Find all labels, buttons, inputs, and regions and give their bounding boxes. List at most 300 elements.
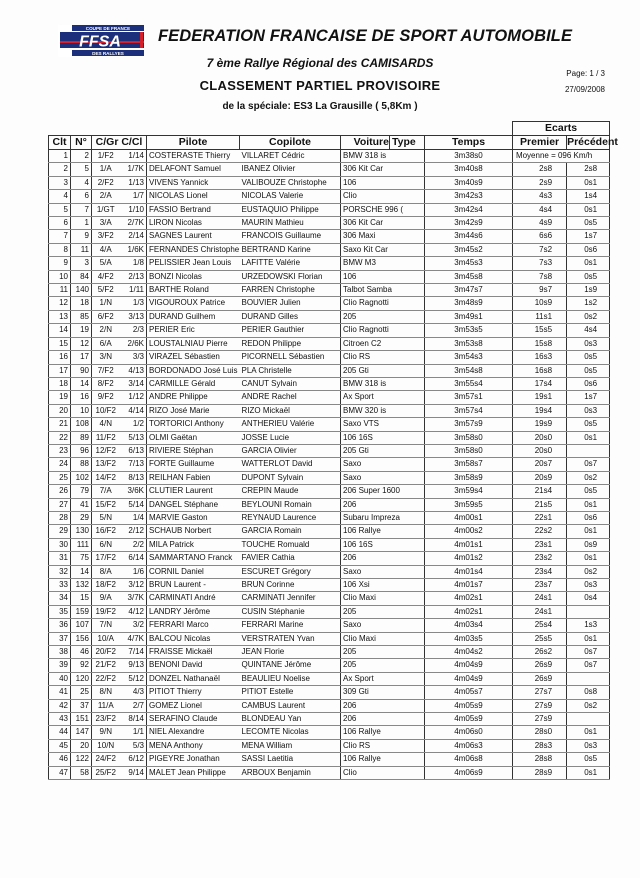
cell-temps: 4m05s9 — [425, 699, 513, 712]
cell-copilote: BOUVIER Julien — [240, 297, 341, 310]
cell-precedent: 0s2 — [567, 699, 610, 712]
cell-temps: 3m47s7 — [425, 284, 513, 297]
cell-copilote: ARBOUX Benjamin — [240, 766, 341, 779]
cell-group: 6/N — [92, 538, 120, 551]
cell-class: 7/13 — [120, 458, 147, 471]
cell-num: 90 — [71, 364, 92, 377]
cell-class: 5/14 — [120, 498, 147, 511]
cell-pilote: BORDONADO José Luis — [147, 364, 240, 377]
cell-type — [390, 739, 425, 752]
cell-group: 14/F2 — [92, 471, 120, 484]
cell-clt: 38 — [49, 646, 71, 659]
cell-class: 1/4 — [120, 511, 147, 524]
cell-temps: 4m06s3 — [425, 739, 513, 752]
cell-premier: 15s8 — [513, 337, 567, 350]
cell-temps: 3m57s1 — [425, 391, 513, 404]
cell-premier: 16s3 — [513, 351, 567, 364]
cell-temps: 4m01s7 — [425, 579, 513, 592]
cell-precedent: 0s8 — [567, 686, 610, 699]
cell-type — [390, 230, 425, 243]
table-row — [49, 726, 610, 739]
table-row — [49, 270, 610, 283]
cell-voiture: 206 — [341, 498, 390, 511]
cell-premier: 21s4 — [513, 485, 567, 498]
cell-class: 1/2 — [120, 418, 147, 431]
cell-precedent: 0s5 — [567, 418, 610, 431]
cell-temps: 4m06s0 — [425, 726, 513, 739]
cell-copilote: FRANCOIS Guillaume — [240, 230, 341, 243]
cell-precedent: 0s6 — [567, 243, 610, 256]
table-row — [49, 284, 610, 297]
cell-class: 2/6K — [120, 337, 147, 350]
cell-voiture: Clio Ragnotti — [341, 297, 390, 310]
cell-type — [390, 605, 425, 618]
cell-class: 6/14 — [120, 552, 147, 565]
cell-group: 10/F2 — [92, 404, 120, 417]
cell-temps: 3m42s4 — [425, 203, 513, 216]
cell-precedent: 0s5 — [567, 485, 610, 498]
cell-premier: 4s4 — [513, 203, 567, 216]
cell-class: 5/12 — [120, 672, 147, 685]
cell-copilote: PERIER Gauthier — [240, 324, 341, 337]
table-row — [49, 713, 610, 726]
cell-group: 2/N — [92, 324, 120, 337]
table-row — [49, 337, 610, 350]
cell-clt: 5 — [49, 203, 71, 216]
cell-pilote: OLMI Gaëtan — [147, 431, 240, 444]
cell-premier: 20s0 — [513, 444, 567, 457]
cell-group: 23/F2 — [92, 713, 120, 726]
cell-premier: 26s2 — [513, 646, 567, 659]
cell-group: 25/F2 — [92, 766, 120, 779]
cell-pilote: CORNIL Daniel — [147, 565, 240, 578]
cell-class: 1/6 — [120, 565, 147, 578]
cell-pilote: FORTE Guillaume — [147, 458, 240, 471]
cell-clt: 9 — [49, 257, 71, 270]
cell-num: 19 — [71, 324, 92, 337]
cell-temps: 3m42s3 — [425, 190, 513, 203]
cell-group: 12/F2 — [92, 444, 120, 457]
cell-pilote: BALCOU Nicolas — [147, 632, 240, 645]
cell-precedent: 0s3 — [567, 404, 610, 417]
cell-temps: 3m57s4 — [425, 404, 513, 417]
cell-class: 9/13 — [120, 659, 147, 672]
cell-precedent: 0s1 — [567, 498, 610, 511]
cell-group: 1/F2 — [92, 150, 120, 163]
cell-class: 2/7K — [120, 217, 147, 230]
cell-class: 8/13 — [120, 471, 147, 484]
cell-group: 3/F2 — [92, 230, 120, 243]
cell-copilote: IBANEZ Olivier — [240, 163, 341, 176]
cell-clt: 1 — [49, 150, 71, 163]
cell-voiture: Clio Maxi — [341, 592, 390, 605]
cell-class: 5/3 — [120, 739, 147, 752]
cell-copilote: CUSIN Stéphanie — [240, 605, 341, 618]
cell-num: 11 — [71, 243, 92, 256]
cell-pilote: NICOLAS Lionel — [147, 190, 240, 203]
cell-premier: 4s9 — [513, 217, 567, 230]
cell-num: 17 — [71, 351, 92, 364]
cell-copilote: URZEDOWSKI Florian — [240, 270, 341, 283]
cell-pilote: FRAISSE Mickaël — [147, 646, 240, 659]
col-gr-cl: C/Gr C/Cl — [92, 136, 147, 150]
cell-clt: 17 — [49, 364, 71, 377]
cell-copilote: LAFITTE Valérie — [240, 257, 341, 270]
page-number: Page: 1 / 3 — [566, 69, 605, 78]
cell-type — [390, 498, 425, 511]
cell-num: 108 — [71, 418, 92, 431]
cell-clt: 26 — [49, 485, 71, 498]
cell-group: 9/F2 — [92, 391, 120, 404]
cell-temps: 3m54s3 — [425, 351, 513, 364]
cell-class: 3/12 — [120, 579, 147, 592]
cell-voiture: 309 Gti — [341, 686, 390, 699]
cell-temps: 3m53s5 — [425, 324, 513, 337]
cell-copilote: FAVIER Cathia — [240, 552, 341, 565]
cell-voiture: BMW 318 is — [341, 150, 390, 163]
cell-pilote: SAGNES Laurent — [147, 230, 240, 243]
cell-class: 1/6K — [120, 243, 147, 256]
cell-temps: 4m03s4 — [425, 619, 513, 632]
cell-type — [390, 377, 425, 390]
cell-copilote: BLONDEAU Yan — [240, 713, 341, 726]
cell-pilote: FERNANDES Christophe — [147, 243, 240, 256]
cell-copilote: TOUCHE Romuald — [240, 538, 341, 551]
table-row — [49, 552, 610, 565]
cell-copilote: SASSI Laetitia — [240, 753, 341, 766]
cell-premier: 23s7 — [513, 579, 567, 592]
cell-group: 9/N — [92, 726, 120, 739]
cell-temps: 3m57s9 — [425, 418, 513, 431]
cell-copilote: MENA William — [240, 739, 341, 752]
ffsa-logo — [58, 25, 144, 57]
cell-voiture: 106 Rallye — [341, 753, 390, 766]
cell-clt: 16 — [49, 351, 71, 364]
cell-copilote: ANDRE Rachel — [240, 391, 341, 404]
cell-group: 1/A — [92, 163, 120, 176]
cell-type — [390, 552, 425, 565]
cell-group: 4/F2 — [92, 270, 120, 283]
table-row — [49, 605, 610, 618]
cell-precedent: 0s1 — [567, 176, 610, 189]
cell-group: 4/N — [92, 418, 120, 431]
cell-class: 4/3 — [120, 686, 147, 699]
cell-type — [390, 284, 425, 297]
cell-copilote: EUSTAQUIO Philippe — [240, 203, 341, 216]
cell-type — [390, 270, 425, 283]
cell-voiture: 205 — [341, 646, 390, 659]
cell-group: 9/A — [92, 592, 120, 605]
table-row — [49, 766, 610, 779]
table-row — [49, 243, 610, 256]
cell-pilote: RIVIERE Stéphan — [147, 444, 240, 457]
cell-clt: 11 — [49, 284, 71, 297]
table-row — [49, 217, 610, 230]
cell-precedent: 0s1 — [567, 766, 610, 779]
cell-voiture: 205 Gti — [341, 444, 390, 457]
cell-temps: 4m04s2 — [425, 646, 513, 659]
cell-pilote: GOMEZ Lionel — [147, 699, 240, 712]
cell-copilote: JOSSE Lucie — [240, 431, 341, 444]
cell-premier: 22s1 — [513, 511, 567, 524]
cell-type — [390, 646, 425, 659]
cell-premier: 23s2 — [513, 552, 567, 565]
table-row — [49, 739, 610, 752]
table-row — [49, 471, 610, 484]
cell-temps: 3m45s8 — [425, 270, 513, 283]
cell-class: 4/12 — [120, 605, 147, 618]
cell-group: 18/F2 — [92, 579, 120, 592]
cell-premier: 20s9 — [513, 471, 567, 484]
cell-clt: 40 — [49, 672, 71, 685]
cell-num: 41 — [71, 498, 92, 511]
cell-group: 5/A — [92, 257, 120, 270]
table-row — [49, 404, 610, 417]
cell-class: 5/13 — [120, 431, 147, 444]
cell-precedent: 0s4 — [567, 592, 610, 605]
cell-group: 16/F2 — [92, 525, 120, 538]
cell-precedent: 0s9 — [567, 538, 610, 551]
cell-precedent — [567, 605, 610, 618]
cell-clt: 43 — [49, 713, 71, 726]
table-row — [49, 565, 610, 578]
cell-group: 8/A — [92, 565, 120, 578]
cell-clt: 46 — [49, 753, 71, 766]
cell-class: 9/14 — [120, 766, 147, 779]
table-row — [49, 659, 610, 672]
cell-copilote: PITIOT Estelle — [240, 686, 341, 699]
cell-copilote: BEYLOUNI Romain — [240, 498, 341, 511]
cell-temps: 4m02s1 — [425, 592, 513, 605]
cell-precedent: 0s1 — [567, 203, 610, 216]
cell-voiture: Talbot Samba — [341, 284, 390, 297]
cell-precedent — [567, 444, 610, 457]
cell-pilote: CLUTIER Laurent — [147, 485, 240, 498]
cell-group: 5/N — [92, 511, 120, 524]
col-num: N° — [71, 136, 92, 150]
cell-clt: 20 — [49, 404, 71, 417]
cell-copilote: BRUN Corinne — [240, 579, 341, 592]
cell-temps: 4m01s4 — [425, 565, 513, 578]
cell-class: 1/11 — [120, 284, 147, 297]
cell-class: 2/3 — [120, 324, 147, 337]
cell-num: 122 — [71, 753, 92, 766]
cell-copilote: GARCIA Romain — [240, 525, 341, 538]
cell-premier: 10s9 — [513, 297, 567, 310]
cell-pilote: TORTORICI Anthony — [147, 418, 240, 431]
cell-temps: 3m40s9 — [425, 176, 513, 189]
table-row — [49, 525, 610, 538]
cell-pilote: DANGEL Stéphane — [147, 498, 240, 511]
table-row — [49, 351, 610, 364]
cell-type — [390, 726, 425, 739]
cell-premier: 23s1 — [513, 538, 567, 551]
cell-clt: 4 — [49, 190, 71, 203]
cell-precedent: 4s4 — [567, 324, 610, 337]
cell-pilote: SERAFINO Claude — [147, 713, 240, 726]
cell-voiture: Ax Sport — [341, 391, 390, 404]
cell-pilote: VIGOUROUX Patrice — [147, 297, 240, 310]
cell-pilote: NIEL Alexandre — [147, 726, 240, 739]
cell-voiture: 106 16S — [341, 431, 390, 444]
table-row — [49, 672, 610, 685]
table-row — [49, 418, 610, 431]
cell-num: 16 — [71, 391, 92, 404]
cell-temps: 4m01s2 — [425, 552, 513, 565]
cell-clt: 45 — [49, 739, 71, 752]
cell-type — [390, 525, 425, 538]
col-type: Type — [390, 136, 425, 150]
cell-temps: 4m04s9 — [425, 659, 513, 672]
cell-group: 8/N — [92, 686, 120, 699]
event-title: 7 ème Rallye Régional des CAMISARDS — [206, 56, 434, 70]
cell-clt: 22 — [49, 431, 71, 444]
cell-num: 1 — [71, 217, 92, 230]
table-row — [49, 163, 610, 176]
cell-class: 4/7K — [120, 632, 147, 645]
cell-temps: 3m58s7 — [425, 458, 513, 471]
cell-num: 140 — [71, 284, 92, 297]
col-clt: Clt — [49, 136, 71, 150]
cell-voiture: 206 Super 1600 — [341, 485, 390, 498]
cell-num: 111 — [71, 538, 92, 551]
cell-premier: 24s1 — [513, 605, 567, 618]
cell-precedent: 0s1 — [567, 726, 610, 739]
cell-class: 7/14 — [120, 646, 147, 659]
cell-copilote: RIZO Mickaël — [240, 404, 341, 417]
cell-num: 151 — [71, 713, 92, 726]
cell-pilote: PITIOT Thierry — [147, 686, 240, 699]
cell-precedent: 0s3 — [567, 337, 610, 350]
cell-copilote: WATTERLOT David — [240, 458, 341, 471]
cell-group: 17/F2 — [92, 552, 120, 565]
cell-voiture: 306 Kit Car — [341, 163, 390, 176]
cell-clt: 7 — [49, 230, 71, 243]
cell-pilote: DURAND Guilhem — [147, 310, 240, 323]
special-stage-title: de la spéciale: ES3 La Grausille ( 5,8Km ) — [222, 101, 418, 112]
cell-num: 7 — [71, 203, 92, 216]
cell-precedent: 0s5 — [567, 364, 610, 377]
cell-copilote: FARREN Christophe — [240, 284, 341, 297]
cell-temps: 3m44s6 — [425, 230, 513, 243]
cell-voiture: 306 Maxi — [341, 230, 390, 243]
cell-class: 6/13 — [120, 444, 147, 457]
table-row — [49, 310, 610, 323]
cell-type — [390, 538, 425, 551]
cell-group: 8/F2 — [92, 377, 120, 390]
cell-group: 21/F2 — [92, 659, 120, 672]
cell-type — [390, 672, 425, 685]
cell-pilote: MALET Jean Philippe — [147, 766, 240, 779]
cell-premier: 25s5 — [513, 632, 567, 645]
cell-precedent: 0s7 — [567, 646, 610, 659]
cell-premier: 22s2 — [513, 525, 567, 538]
cell-num: 130 — [71, 525, 92, 538]
cell-copilote: ANTHERIEU Valérie — [240, 418, 341, 431]
cell-type — [390, 297, 425, 310]
cell-pilote: VIVENS Yannick — [147, 176, 240, 189]
cell-voiture: BMW 320 is — [341, 404, 390, 417]
cell-premier: 19s4 — [513, 404, 567, 417]
cell-group: 2/F2 — [92, 176, 120, 189]
cell-clt: 30 — [49, 538, 71, 551]
cell-voiture: Ax Sport — [341, 672, 390, 685]
table-row — [49, 444, 610, 457]
cell-clt: 14 — [49, 324, 71, 337]
cell-temps: 4m00s1 — [425, 511, 513, 524]
cell-voiture: 106 Rallye — [341, 525, 390, 538]
cell-voiture: Clio — [341, 766, 390, 779]
cell-class: 2/12 — [120, 525, 147, 538]
cell-voiture: 206 — [341, 552, 390, 565]
cell-precedent: 1s2 — [567, 297, 610, 310]
cell-temps: 3m38s0 — [425, 150, 513, 163]
cell-voiture: BMW 318 is — [341, 377, 390, 390]
cell-copilote: NICOLAS Valerie — [240, 190, 341, 203]
cell-voiture: Saxo — [341, 565, 390, 578]
cell-premier: 20s0 — [513, 431, 567, 444]
cell-pilote: SCHAUB Norbert — [147, 525, 240, 538]
cell-group: 22/F2 — [92, 672, 120, 685]
cell-type — [390, 766, 425, 779]
classification-title: CLASSEMENT PARTIEL PROVISOIRE — [199, 78, 441, 93]
cell-type — [390, 404, 425, 417]
table-row — [49, 324, 610, 337]
cell-num: 88 — [71, 458, 92, 471]
cell-num: 96 — [71, 444, 92, 457]
cell-voiture: BMW M3 — [341, 257, 390, 270]
cell-class: 2/13 — [120, 270, 147, 283]
cell-voiture: Saxo Kit Car — [341, 243, 390, 256]
cell-num: 14 — [71, 377, 92, 390]
cell-temps: 3m54s8 — [425, 364, 513, 377]
cell-copilote: VALIBOUZE Christophe — [240, 176, 341, 189]
cell-num: 46 — [71, 646, 92, 659]
table-row — [49, 150, 610, 163]
results-table — [48, 121, 618, 780]
cell-copilote: CARMINATI Jennifer — [240, 592, 341, 605]
col-copilote: Copilote — [240, 136, 341, 150]
cell-type — [390, 364, 425, 377]
cell-type — [390, 431, 425, 444]
cell-class: 1/14 — [120, 150, 147, 163]
cell-precedent: 0s7 — [567, 458, 610, 471]
cell-voiture: 106 Rallye — [341, 726, 390, 739]
cell-precedent: 0s1 — [567, 632, 610, 645]
cell-group: 19/F2 — [92, 605, 120, 618]
cell-num: 2 — [71, 150, 92, 163]
cell-voiture: 106 — [341, 176, 390, 189]
cell-type — [390, 163, 425, 176]
cell-num: 20 — [71, 739, 92, 752]
cell-type — [390, 686, 425, 699]
svg-text:FFSA: FFSA — [79, 33, 121, 51]
cell-voiture: Subaru Impreza — [341, 511, 390, 524]
cell-type — [390, 257, 425, 270]
cell-clt: 31 — [49, 552, 71, 565]
cell-num: 3 — [71, 257, 92, 270]
cell-precedent: 0s1 — [567, 431, 610, 444]
cell-precedent: 0s3 — [567, 739, 610, 752]
cell-pilote: COSTERASTE Thierry — [147, 150, 240, 163]
cell-voiture: Saxo — [341, 458, 390, 471]
cell-group: 10/N — [92, 739, 120, 752]
table-row — [49, 579, 610, 592]
cell-clt: 32 — [49, 565, 71, 578]
cell-precedent: 1s7 — [567, 230, 610, 243]
cell-pilote: VIRAZEL Sébastien — [147, 351, 240, 364]
cell-pilote: LANDRY Jérôme — [147, 605, 240, 618]
